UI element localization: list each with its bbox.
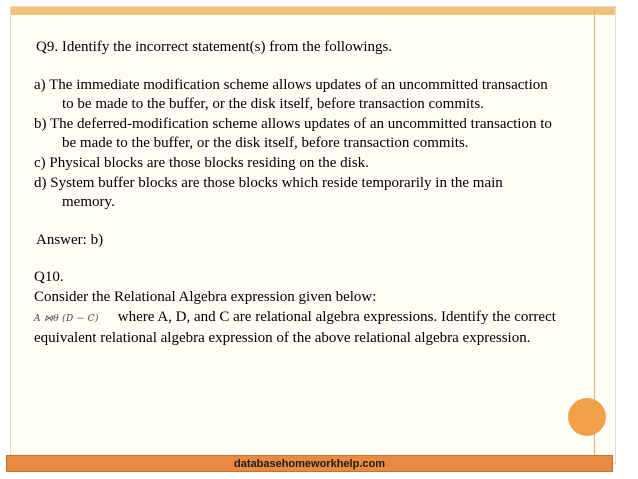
- slide-content: [36, 38, 606, 349]
- q10-line3: equivalent relational algebra expression of the above relational algebra expression.: [34, 330, 531, 347]
- q9-answer: Answer: b): [36, 231, 104, 248]
- q9-option-a-line1: a) The immediate modification scheme allows updates of an uncommitted transaction: [34, 76, 548, 93]
- relational-expression: A ⋈θ (D − C): [34, 313, 99, 324]
- q9-option-b-line1: b) The deferred-modification scheme allows updates of an uncommitted transaction to: [34, 115, 552, 132]
- q9-option-c: c) Physical blocks are those blocks residing on the disk.: [34, 154, 369, 171]
- q9-question: Q9. Identify the incorrect statement(s) from the followings.: [36, 39, 393, 55]
- top-accent-bar: [11, 7, 615, 15]
- q10-line2: where A, D, and C are relational algebra expressions. Identify the correct: [117, 308, 556, 325]
- q10-title: Q10.: [34, 269, 64, 286]
- footer-bar: [6, 455, 613, 472]
- q9-option-a-line2: to be made to the buffer, or the disk itself, before transaction commits.: [62, 96, 484, 113]
- q9-option-b-line2: be made to the buffer, or the disk itself, before transaction commits.: [62, 135, 469, 152]
- q10-line1: Consider the Relational Algebra expression given below:: [34, 288, 377, 305]
- decorative-circle: [568, 398, 606, 436]
- q9-option-d-line1: d) System buffer blocks are those blocks which reside temporarily in the main: [34, 174, 503, 191]
- footer-website: databasehomeworkhelp.com: [234, 458, 385, 470]
- q9-option-d-line2: memory.: [62, 194, 115, 211]
